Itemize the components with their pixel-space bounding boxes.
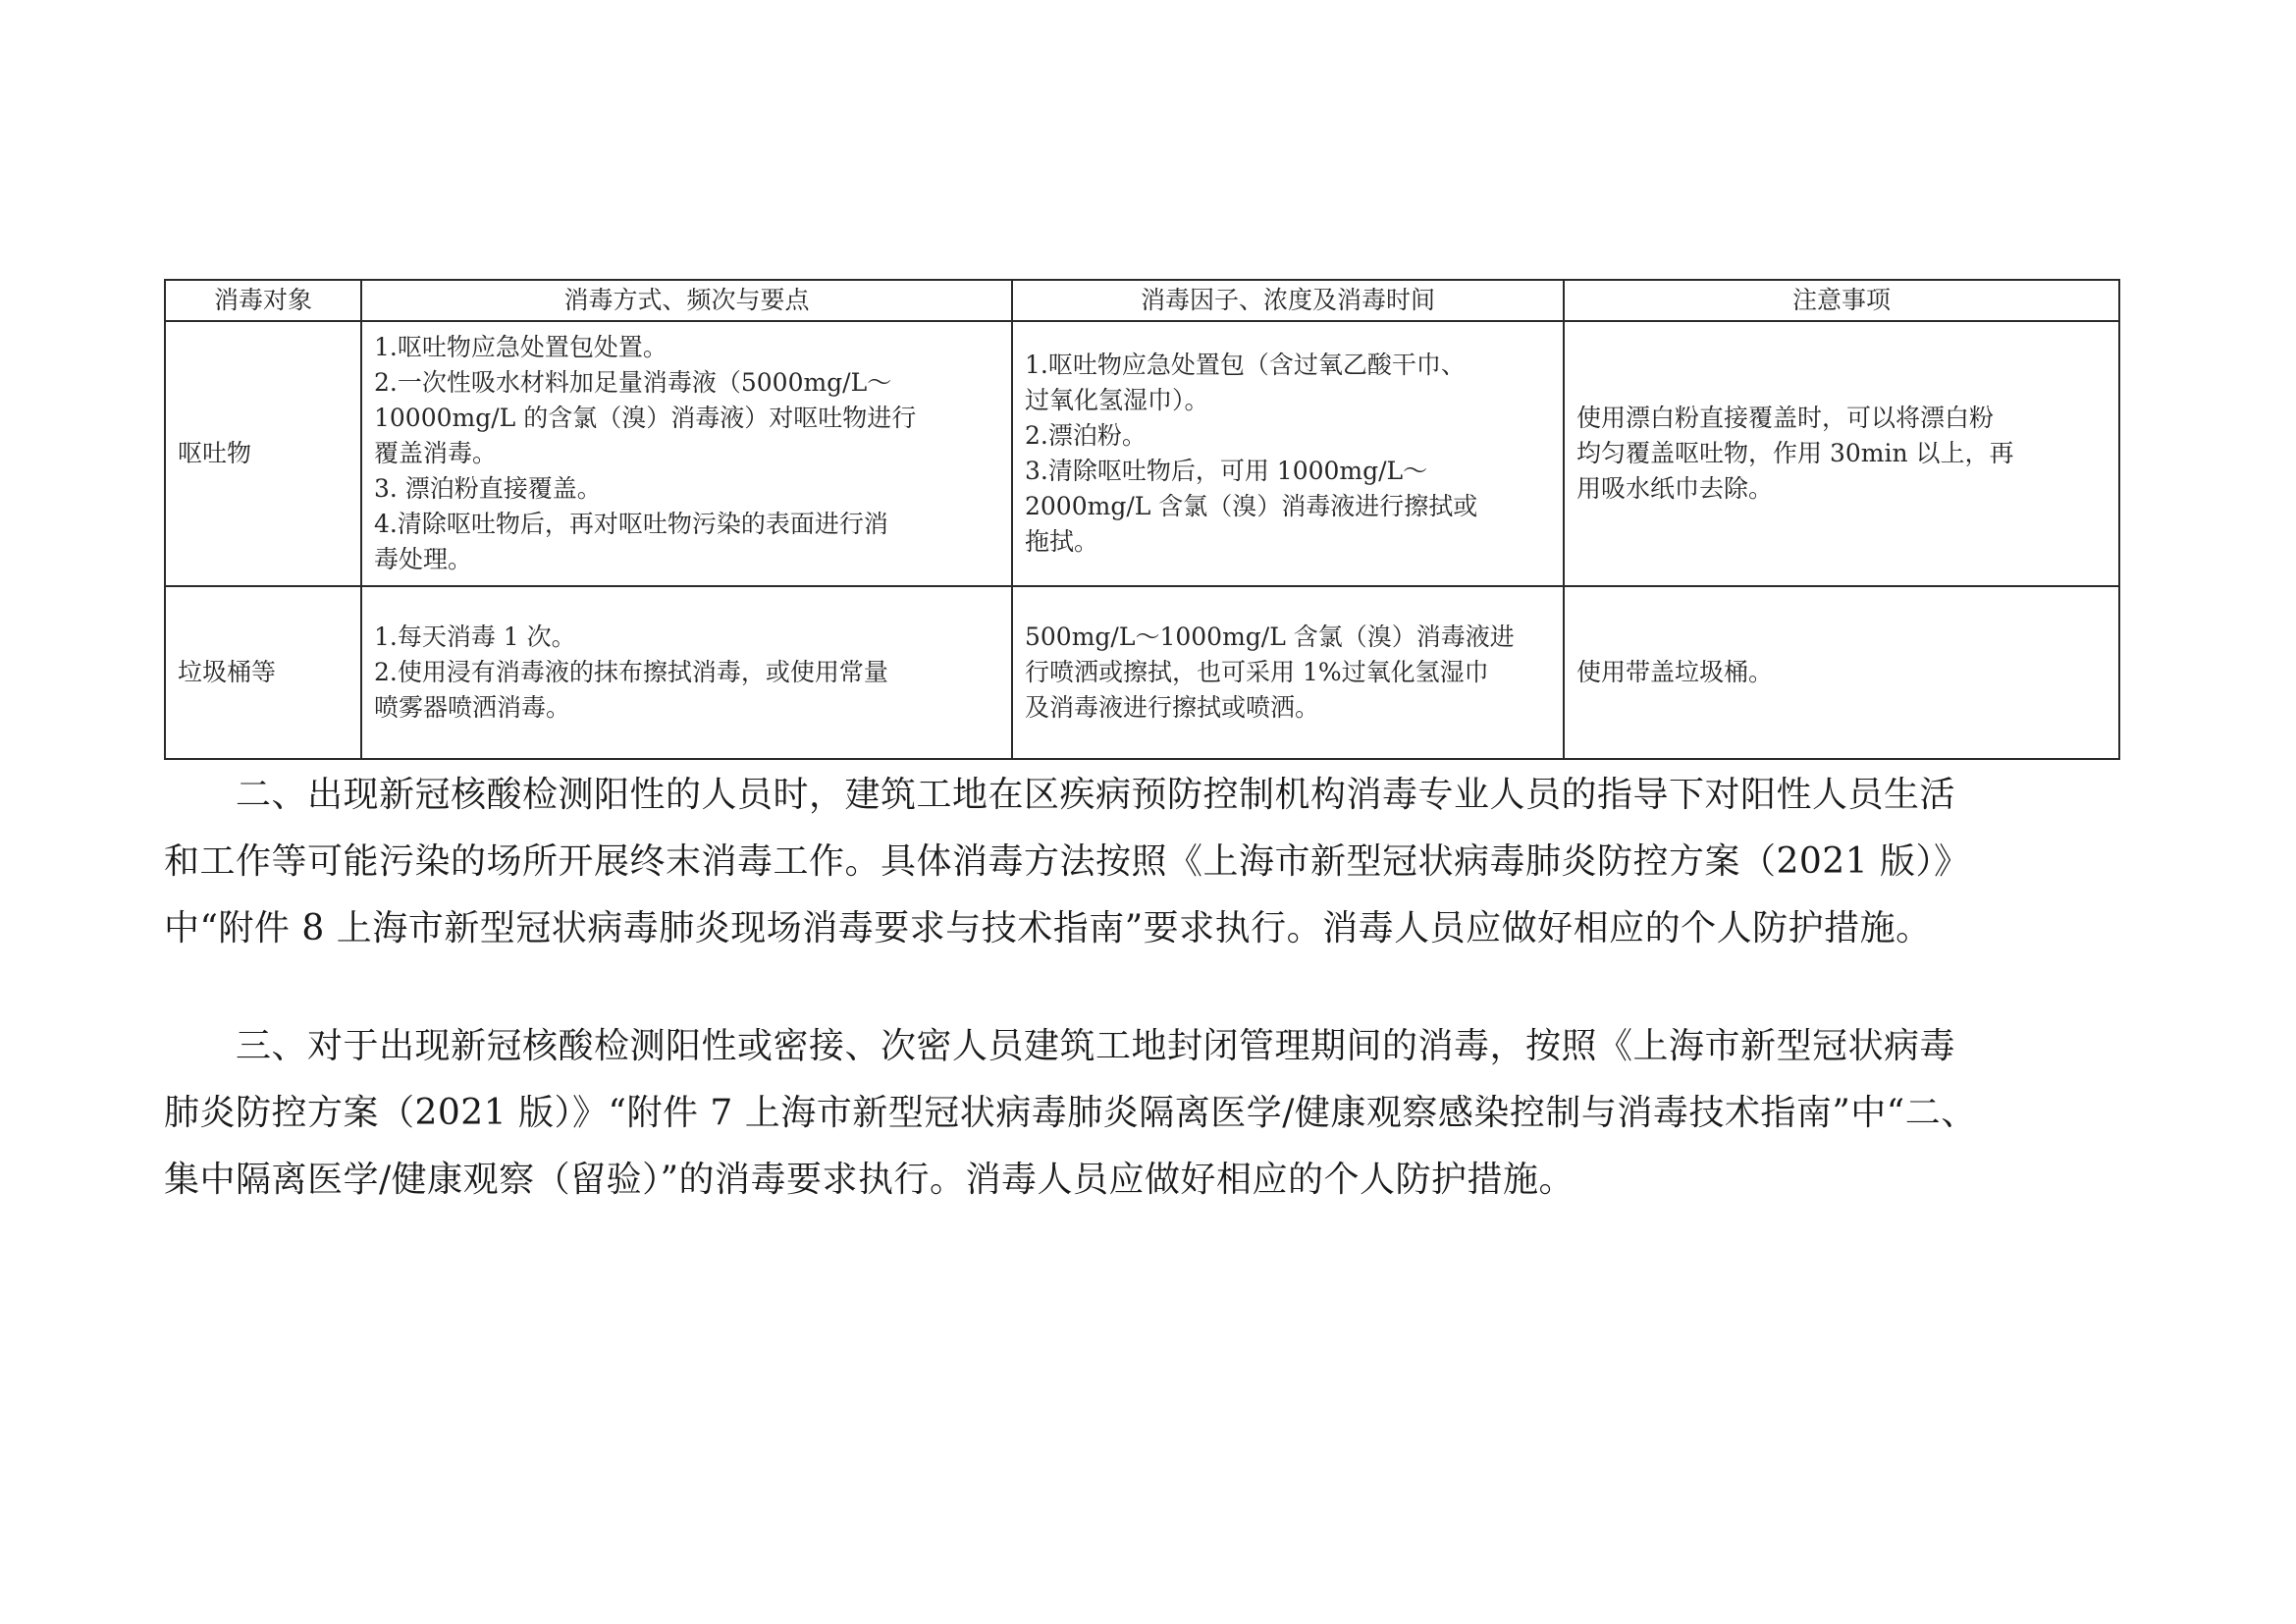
table-header-row: [165, 280, 2119, 321]
table-row: [165, 321, 2119, 586]
method-line: 2.一次性吸水材料加足量消毒液（5000mg/L～: [374, 368, 892, 397]
paragraph-line: 肺炎防控方案（2021 版）》“附件 7 上海市新型冠状病毒肺炎隔离医学/健康观察感染控制与消毒技术指南”中“二、: [164, 1093, 1977, 1133]
paragraph-line: 三、对于出现新冠核酸检测阳性或密接、次密人员建筑工地封闭管理期间的消毒，按照《上海市新型冠状病毒: [164, 1026, 1956, 1066]
factor-line: 过氧化氢湿巾）。: [1025, 386, 1209, 414]
method-line: 毒处理。: [374, 545, 473, 573]
method-line: 喷雾器喷洒消毒。: [374, 693, 571, 722]
factor-line: 500mg/L～1000mg/L 含氯（溴）消毒液进: [1025, 623, 1515, 651]
factor-line: 行喷洒或擦拭，也可采用 1%过氧化氢湿巾: [1025, 658, 1489, 686]
paragraph-section-two: [164, 762, 2108, 962]
factor-line: 2000mg/L 含氯（溴）消毒液进行擦拭或: [1025, 492, 1478, 520]
factor-line: 2.漂泊粉。: [1025, 421, 1147, 450]
cell-object: 呕吐物: [165, 321, 361, 586]
header-method: 消毒方式、频次与要点: [361, 280, 1012, 321]
table-row: [165, 586, 2119, 759]
cell-notes: [1564, 586, 2119, 759]
method-line: 1.呕吐物应急处置包处置。: [374, 333, 667, 361]
header-factor: 消毒因子、浓度及消毒时间: [1012, 280, 1564, 321]
factor-line: 1.呕吐物应急处置包（含过氧乙酸干巾、: [1025, 351, 1466, 379]
method-line: 3. 漂泊粉直接覆盖。: [374, 474, 602, 503]
cell-notes: [1564, 321, 2119, 586]
header-notes: 注意事项: [1564, 280, 2119, 321]
method-line: 覆盖消毒。: [374, 439, 498, 467]
factor-line: 拖拭。: [1025, 527, 1099, 556]
cell-method: [361, 586, 1012, 759]
notes-line: 使用带盖垃圾桶。: [1576, 658, 1774, 686]
cell-method: [361, 321, 1012, 586]
paragraph-line: 中“附件 8 上海市新型冠状病毒肺炎现场消毒要求与技术指南”要求执行。消毒人员应做好相应的个人防护措施。: [164, 908, 1932, 948]
header-object: 消毒对象: [165, 280, 361, 321]
method-line: 1.每天消毒 1 次。: [374, 623, 576, 651]
method-line: 10000mg/L 的含氯（溴）消毒液）对呕吐物进行: [374, 404, 917, 432]
cell-factor: [1012, 586, 1564, 759]
disinfection-table: [164, 279, 2120, 760]
factor-line: 3.清除呕吐物后，可用 1000mg/L～: [1025, 457, 1428, 485]
method-line: 2.使用浸有消毒液的抹布擦拭消毒，或使用常量: [374, 658, 888, 686]
notes-line: 使用漂白粉直接覆盖时，可以将漂白粉: [1576, 404, 1995, 432]
paragraph-section-three: [164, 1013, 2108, 1214]
cell-object: 垃圾桶等: [165, 586, 361, 759]
paragraph-line: 和工作等可能污染的场所开展终末消毒工作。具体消毒方法按照《上海市新型冠状病毒肺炎防控方案（2021 版）》: [164, 841, 1970, 882]
notes-line: 用吸水纸巾去除。: [1576, 474, 1774, 503]
factor-line: 及消毒液进行擦拭或喷洒。: [1025, 693, 1320, 722]
method-line: 4.清除呕吐物后，再对呕吐物污染的表面进行消: [374, 510, 888, 538]
paragraph-line: 集中隔离医学/健康观察（留验）”的消毒要求执行。消毒人员应做好相应的个人防护措施。: [164, 1160, 1575, 1200]
notes-line: 均匀覆盖呕吐物，作用 30min 以上，再: [1576, 439, 2014, 467]
paragraph-line: 二、出现新冠核酸检测阳性的人员时，建筑工地在区疾病预防控制机构消毒专业人员的指导下对阳性人员生活: [164, 775, 1956, 815]
cell-factor: [1012, 321, 1564, 586]
